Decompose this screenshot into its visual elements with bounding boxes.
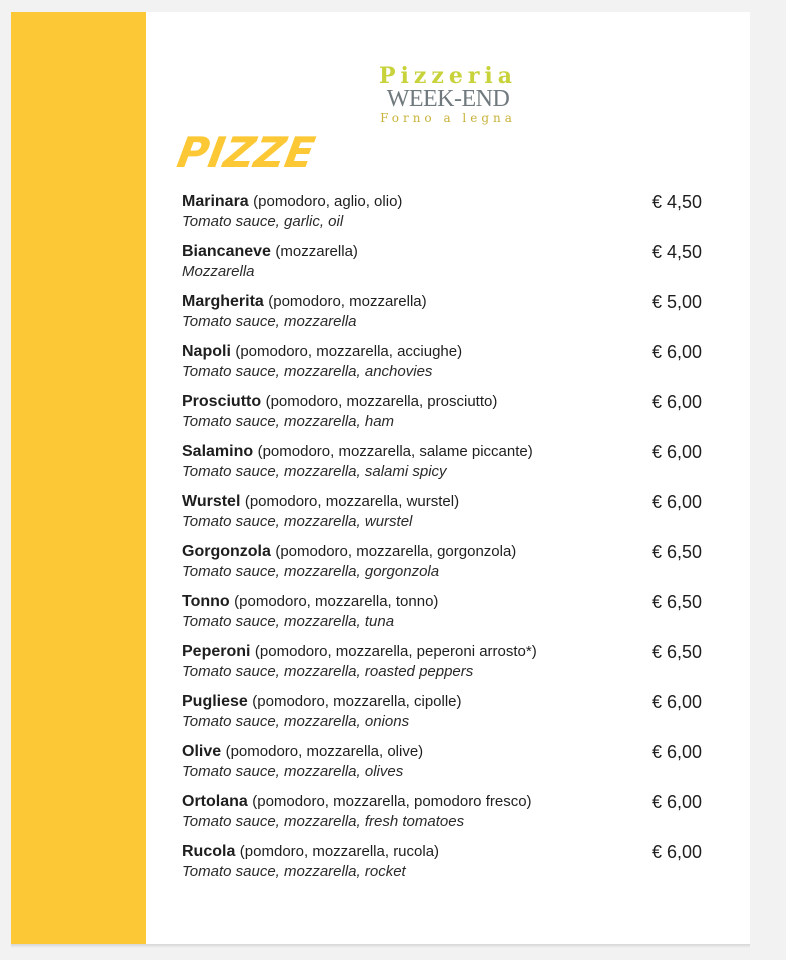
menu-item — [182, 530, 702, 580]
pizza-ingredients-italian: (pomodoro, mozzarella, tonno) — [234, 593, 439, 610]
pizza-price: € 6,00 — [651, 392, 702, 412]
menu-item-title-line — [182, 692, 462, 712]
pizza-ingredients-english: Tomato sauce, mozzarella, tuna — [182, 613, 395, 630]
pizza-price: € 6,00 — [651, 792, 702, 812]
pizza-price: € 6,50 — [651, 642, 702, 662]
pizza-name: Wurstel — [182, 493, 241, 510]
menu-item-title-line — [182, 442, 533, 462]
pizza-ingredients-english: Tomato sauce, mozzarella — [182, 313, 357, 330]
pizza-name: Gorgonzola — [182, 543, 271, 560]
menu-item-title-line — [182, 242, 358, 262]
menu-item-title-line — [182, 192, 402, 212]
pizza-price: € 4,50 — [651, 242, 702, 262]
menu-item — [182, 630, 702, 680]
pizza-name: Napoli — [182, 343, 231, 360]
pizza-ingredients-english: Tomato sauce, mozzarella, wurstel — [182, 513, 413, 530]
pizza-price: € 4,50 — [651, 192, 702, 212]
page-shadow — [11, 944, 750, 948]
pizza-name: Prosciutto — [182, 393, 262, 410]
menu-item-title-line — [182, 342, 462, 362]
menu-item — [182, 230, 702, 280]
menu-item-title-line — [182, 492, 459, 512]
pizza-price: € 6,00 — [651, 692, 702, 712]
menu-item — [182, 330, 702, 380]
pizza-name: Ortolana — [182, 793, 248, 810]
menu-item — [182, 430, 702, 480]
pizza-name: Salamino — [182, 443, 254, 460]
menu-item-title-line — [182, 542, 516, 562]
menu-item — [182, 780, 702, 830]
pizza-ingredients-italian: (pomodoro, mozzarella, prosciutto) — [265, 393, 498, 410]
menu-item-title-line — [182, 392, 497, 412]
pizza-price: € 6,00 — [651, 342, 702, 362]
pizza-price: € 6,00 — [651, 742, 702, 762]
pizza-ingredients-italian: (pomodoro, mozzarella, salame piccante) — [257, 443, 533, 460]
pizza-ingredients-italian: (pomodoro, mozzarella, cipolle) — [252, 693, 462, 710]
pizza-ingredients-english: Tomato sauce, garlic, oil — [182, 213, 344, 230]
pizza-ingredients-english: Tomato sauce, mozzarella, anchovies — [182, 363, 433, 380]
pizza-ingredients-italian: (pomodoro, mozzarella, wurstel) — [244, 493, 460, 510]
pizza-name: Peperoni — [182, 643, 251, 660]
pizza-price: € 6,50 — [651, 592, 702, 612]
pizza-ingredients-italian: (pomodoro, mozzarella) — [268, 293, 427, 310]
pizza-ingredients-english: Tomato sauce, mozzarella, gorgonzola — [182, 563, 440, 580]
pizza-name: Marinara — [182, 193, 249, 210]
pizza-ingredients-english: Tomato sauce, mozzarella, rocket — [182, 863, 406, 880]
pizza-name: Pugliese — [182, 693, 248, 710]
pizza-price: € 6,50 — [651, 542, 702, 562]
pizza-ingredients-english: Mozzarella — [182, 263, 255, 280]
pizza-price: € 6,00 — [651, 492, 702, 512]
menu-item-title-line — [182, 842, 439, 862]
menu-item-title-line — [182, 592, 438, 612]
logo-pizzeria: Pizzeria — [378, 63, 518, 89]
pizza-ingredients-italian: (pomodoro, mozzarella, acciughe) — [235, 343, 463, 360]
pizza-ingredients-english: Tomato sauce, mozzarella, fresh tomatoes — [182, 813, 465, 830]
pizza-name: Margherita — [182, 293, 264, 310]
menu-item — [182, 480, 702, 530]
pizza-price: € 6,00 — [651, 442, 702, 462]
section-title-pizze: PIZZE — [173, 128, 319, 177]
pizza-ingredients-italian: (pomodoro, mozzarella, olive) — [225, 743, 424, 760]
menu-item — [182, 830, 702, 880]
menu-item-title-line — [182, 642, 537, 662]
menu-item — [182, 580, 702, 630]
menu-item — [182, 180, 702, 230]
pizza-ingredients-english: Tomato sauce, mozzarella, ham — [182, 413, 395, 430]
pizza-ingredients-english: Tomato sauce, mozzarella, olives — [182, 763, 404, 780]
pizza-ingredients-italian: (mozzarella) — [275, 243, 358, 260]
pizza-name: Tonno — [182, 593, 230, 610]
menu-item — [182, 280, 702, 330]
pizza-ingredients-english: Tomato sauce, mozzarella, salami spicy — [182, 463, 447, 480]
pizza-price: € 6,00 — [651, 842, 702, 862]
menu-item-title-line — [182, 742, 423, 762]
pizza-ingredients-italian: (pomodoro, mozzarella, gorgonzola) — [275, 543, 517, 560]
pizza-name: Rucola — [182, 843, 236, 860]
pizza-price: € 5,00 — [651, 292, 702, 312]
menu-item — [182, 730, 702, 780]
yellow-sidebar-band — [11, 12, 146, 944]
menu-item — [182, 380, 702, 430]
pizza-ingredients-english: Tomato sauce, mozzarella, onions — [182, 713, 410, 730]
menu-item-title-line — [182, 292, 427, 312]
pizza-name: Olive — [182, 743, 222, 760]
pizza-ingredients-italian: (pomdoro, mozzarella, rucola) — [239, 843, 440, 860]
pizza-ingredients-italian: (pomodoro, mozzarella, pomodoro fresco) — [252, 793, 532, 810]
pizza-ingredients-italian: (pomodoro, aglio, olio) — [253, 193, 403, 210]
menu-item-title-line — [182, 792, 532, 812]
pizzeria-logo — [375, 64, 521, 126]
menu-item — [182, 680, 702, 730]
pizza-ingredients-italian: (pomodoro, mozzarella, peperoni arrosto*) — [254, 643, 537, 660]
pizza-name: Biancaneve — [182, 243, 271, 260]
pizza-ingredients-english: Tomato sauce, mozzarella, roasted peppers — [182, 663, 474, 680]
pizza-menu-list — [182, 180, 702, 880]
logo-forno-a-legna: Forno a legna — [380, 111, 516, 125]
logo-week-end: WEEK-END — [386, 86, 510, 112]
